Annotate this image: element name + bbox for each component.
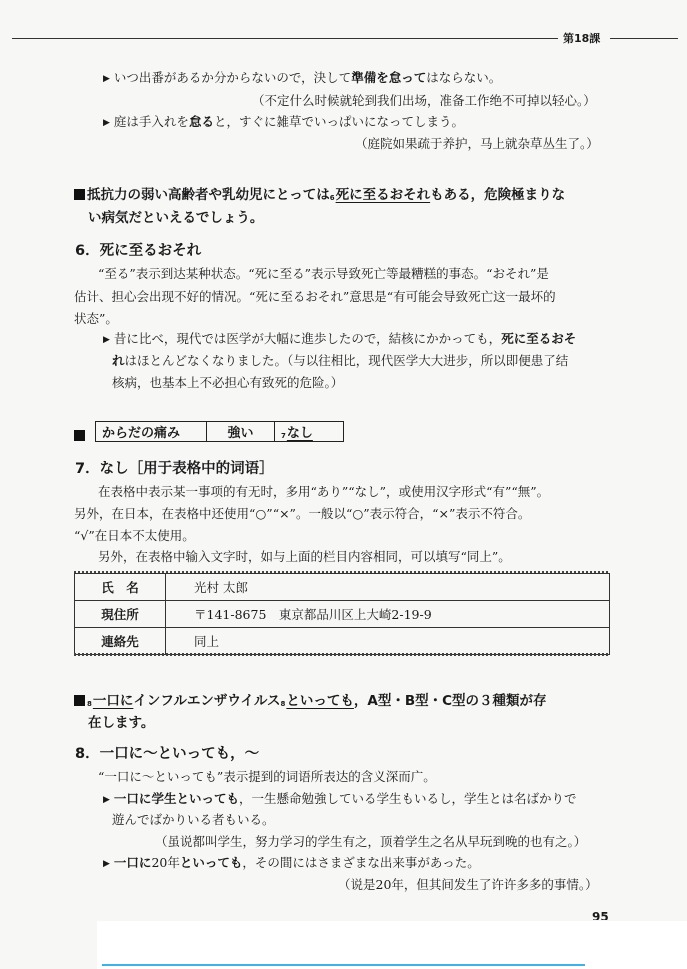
- bullet-icon: ▶: [103, 795, 110, 805]
- wavy-border-bottom: [74, 653, 610, 656]
- key-sentence-6-line2: い病気だといえるでしょう。: [88, 210, 264, 226]
- example-translation-2: （庭院如果疏于养护，马上就杂草丛生了。）: [355, 136, 599, 151]
- square-bullet-icon: [74, 189, 85, 200]
- symptom-cell: からだの痛み: [96, 422, 207, 442]
- bullet-icon: ▶: [103, 335, 110, 345]
- section-8-example-1-line2: 遊んでばかりいる者もいる。: [112, 812, 275, 827]
- section-8-example-2-translation: （说是20年，但其间发生了许许多多的事情。）: [338, 877, 598, 892]
- key-sentence-8-line2: 在します。: [88, 715, 155, 731]
- form-value-contact: 同上: [166, 628, 610, 655]
- section-6-body-line1: “至る”表示到达某种状态。“死に至る”表示导致死亡等最糟糕的事态。“おそれ”是: [98, 266, 549, 281]
- form-label-name: 氏 名: [75, 574, 166, 601]
- header-rule-right: [610, 38, 678, 39]
- page-number: 95: [592, 910, 609, 920]
- footer-accent-line: [102, 964, 585, 966]
- section-6-example-line2: れはほとんどなくなりました。（与以往相比，现代医学大大进步，所以即便患了结: [112, 353, 569, 368]
- section-6-title: 6．死に至るおそれ: [75, 243, 202, 259]
- footer-overlay: [97, 921, 687, 969]
- bullet-icon: ▶: [103, 118, 110, 128]
- header-rule-left: [12, 38, 558, 39]
- symptom-table: [95, 421, 344, 442]
- section-7-body-line1: 在表格中表示某一事项的有无时，多用“あり”“なし”，或使用汉字形式“有”“無”。: [98, 484, 550, 499]
- section-7-title: 7．なし［用于表格中的词语］: [75, 461, 274, 477]
- example-sentence-1: ▶ いつ出番があるか分からないので，決して準備を怠ってはならない。: [103, 70, 502, 85]
- form-value-address: 〒141-8675 東京都品川区上大崎2-19-9: [166, 601, 610, 628]
- section-7-body-line4: 另外，在表格中输入文字时，如与上面的栏目内容相同，可以填写“同上”。: [98, 549, 511, 564]
- square-bullet-icon: [74, 695, 85, 706]
- bullet-icon: ▶: [103, 859, 110, 869]
- form-label-contact: 連絡先: [75, 628, 166, 655]
- form-label-address: 現住所: [75, 601, 166, 628]
- table-row: [75, 601, 610, 628]
- table-row: [75, 574, 610, 601]
- section-8-example-2: ▶ 一口に20年といっても，その間にはさまざまな出来事があった。: [103, 855, 480, 870]
- presence-cell: 7なし: [275, 422, 344, 442]
- square-bullet-icon: [74, 425, 87, 444]
- section-6-body-line2: 估计、担心会出现不好的情况。“死に至るおそれ”意思是“有可能会导致死亡这一最坏的: [74, 289, 556, 304]
- bullet-icon: ▶: [103, 74, 110, 84]
- key-sentence-8: 8一口にインフルエンザウイルス8といっても，A型・B型・C型の３種類が存: [74, 689, 547, 709]
- section-7-body-line3: “√”在日本不太使用。: [74, 528, 195, 543]
- section-6-example-line1: ▶ 昔に比べ，現代では医学が大幅に進歩したので，結核にかかっても，死に至るおそ: [103, 331, 577, 346]
- sample-form-table: [74, 573, 610, 655]
- section-8-example-1-translation: （虽说都叫学生，努力学习的学生有之，顶着学生之名从早玩到晚的也有之。）: [155, 834, 587, 849]
- section-7-body-line2: 另外，在日本，在表格中还使用“○”“×”。一般以“○”表示符合，“×”表示不符合。: [74, 506, 531, 521]
- lesson-label: 第18課: [563, 32, 601, 45]
- form-value-name: 光村 太郎: [166, 574, 610, 601]
- severity-cell: 強い: [207, 422, 275, 442]
- key-sentence-6: 抵抗力の弱い高齢者や乳幼児にとっては6死に至るおそれもある，危険極まりな: [74, 183, 565, 203]
- section-8-title: 8．一口に〜といっても，〜: [75, 746, 260, 762]
- table-row: [96, 422, 344, 442]
- example-translation-1: （不定什么时候就轮到我们出场，准备工作绝不可掉以轻心。）: [252, 93, 596, 108]
- table-row: [75, 628, 610, 655]
- example-sentence-2: ▶ 庭は手入れを怠ると，すぐに雑草でいっぱいになってしまう。: [103, 114, 464, 129]
- section-8-example-1: ▶ 一口に学生といっても，一生懸命勉強している学生もいるし，学生とは名ばかりで: [103, 791, 577, 806]
- section-6-example-line3: 核病，也基本上不必担心有致死的危险。）: [112, 375, 344, 390]
- section-6-body-line3: 状态”。: [74, 311, 118, 326]
- section-8-intro: “一口に〜といっても”表示提到的词语所表达的含义深而广。: [98, 769, 436, 784]
